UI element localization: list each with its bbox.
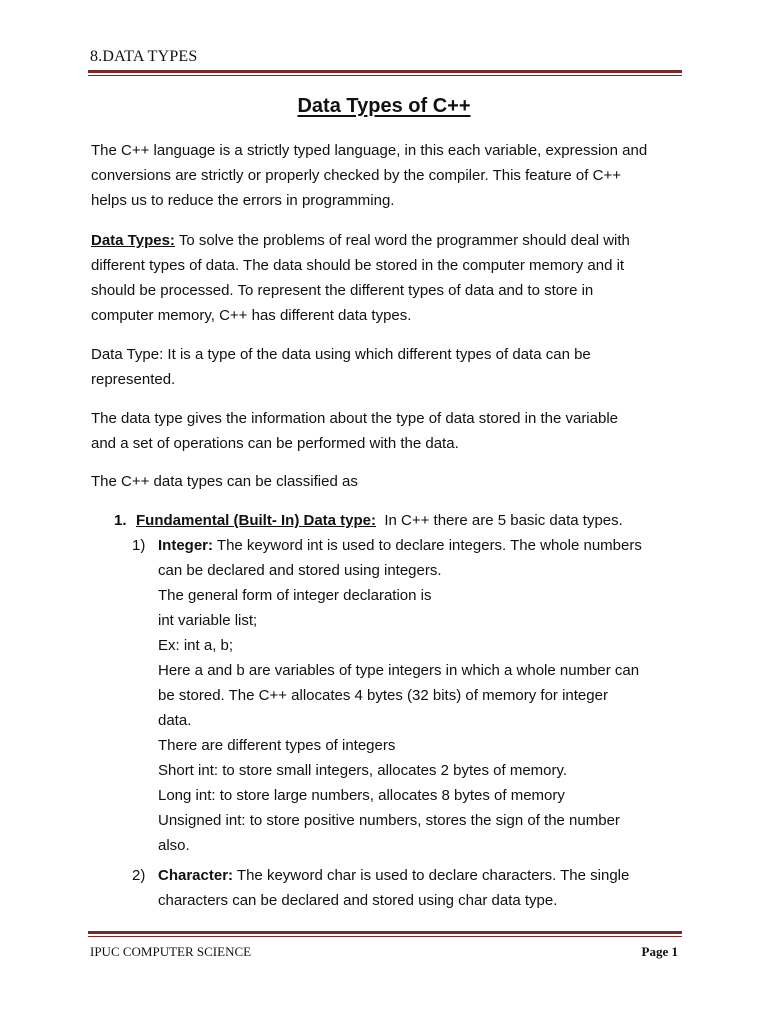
classified-paragraph	[91, 469, 691, 494]
integer-first-line-text: The keyword int is used to declare integers. The whole numbers	[213, 537, 642, 554]
data-types-paragraph	[91, 228, 691, 328]
chapter-header: 8.DATA TYPES	[90, 48, 198, 65]
integer-line: Long int: to store large numbers, allocates 8 bytes of memory	[158, 787, 565, 804]
integer-line: Unsigned int: to store positive numbers, stores the sign of the number	[158, 812, 620, 829]
fundamental-number: 1.	[114, 512, 127, 529]
data-types-first-line	[91, 228, 691, 253]
fundamental-label: Fundamental (Built- In) Data type:	[136, 512, 376, 529]
character-label: Character:	[158, 867, 234, 884]
header-rule-thick	[88, 70, 682, 73]
integer-line: The general form of integer declaration is	[158, 587, 432, 604]
integer-item	[158, 533, 698, 858]
data-types-line: should be processed. To represent the different types of data and to store in	[91, 282, 594, 299]
data-types-line: computer memory, C++ has different data types.	[91, 307, 412, 324]
info-line: The data type gives the information about the type of data stored in the variable	[91, 410, 618, 427]
intro-paragraph	[91, 138, 691, 213]
integer-line: There are different types of integers	[158, 737, 396, 754]
integer-line: Short int: to store small integers, allocates 2 bytes of memory.	[158, 762, 568, 779]
info-line: and a set of operations can be performed with the data.	[91, 435, 459, 452]
data-types-line: different types of data. The data should be stored in the computer memory and it	[91, 257, 625, 274]
integer-label: Integer:	[158, 537, 214, 554]
integer-first-line	[158, 533, 698, 558]
data-types-first-line-text: To solve the problems of real word the programmer should deal with	[174, 232, 630, 249]
integer-line: be stored. The C++ allocates 4 bytes (32 bits) of memory for integer	[158, 687, 608, 704]
integer-line: Ex: int a, b;	[158, 637, 234, 654]
fundamental-item	[136, 508, 623, 533]
footer-rule-thick	[88, 931, 682, 934]
integer-line: can be declared and stored using integers.	[158, 562, 442, 579]
character-item	[158, 863, 698, 913]
footer-page-number: Page 1	[641, 944, 678, 959]
footer-course: IPUC COMPUTER SCIENCE	[90, 944, 252, 959]
intro-line: helps us to reduce the errors in programming.	[91, 192, 395, 209]
character-number: 2)	[132, 867, 146, 884]
character-first-line-text: The keyword char is used to declare characters. The single	[233, 867, 630, 884]
page-title: Data Types of C++	[297, 95, 471, 117]
data-types-label: Data Types:	[91, 232, 175, 249]
integer-line: data.	[158, 712, 192, 729]
character-first-line	[158, 863, 698, 888]
intro-line: conversions are strictly or properly checked by the compiler. This feature of C++	[91, 167, 621, 184]
intro-line: The C++ language is a strictly typed language, in this each variable, expression and	[91, 142, 648, 159]
integer-line: int variable list;	[158, 612, 258, 629]
classified-line: The C++ data types can be classified as	[91, 473, 358, 490]
character-line: characters can be declared and stored using char data type.	[158, 892, 558, 909]
definition-line: represented.	[91, 371, 176, 388]
integer-line: also.	[158, 837, 190, 854]
definition-paragraph	[91, 342, 691, 392]
footer-rule-thin	[88, 936, 682, 937]
fundamental-text: In C++ there are 5 basic data types.	[376, 512, 623, 529]
definition-line: Data Type: It is a type of the data using which different types of data can be	[91, 346, 591, 363]
integer-number: 1)	[132, 537, 146, 554]
info-paragraph	[91, 406, 691, 456]
header-rule-thin	[88, 75, 682, 76]
integer-line: Here a and b are variables of type integers in which a whole number can	[158, 662, 640, 679]
